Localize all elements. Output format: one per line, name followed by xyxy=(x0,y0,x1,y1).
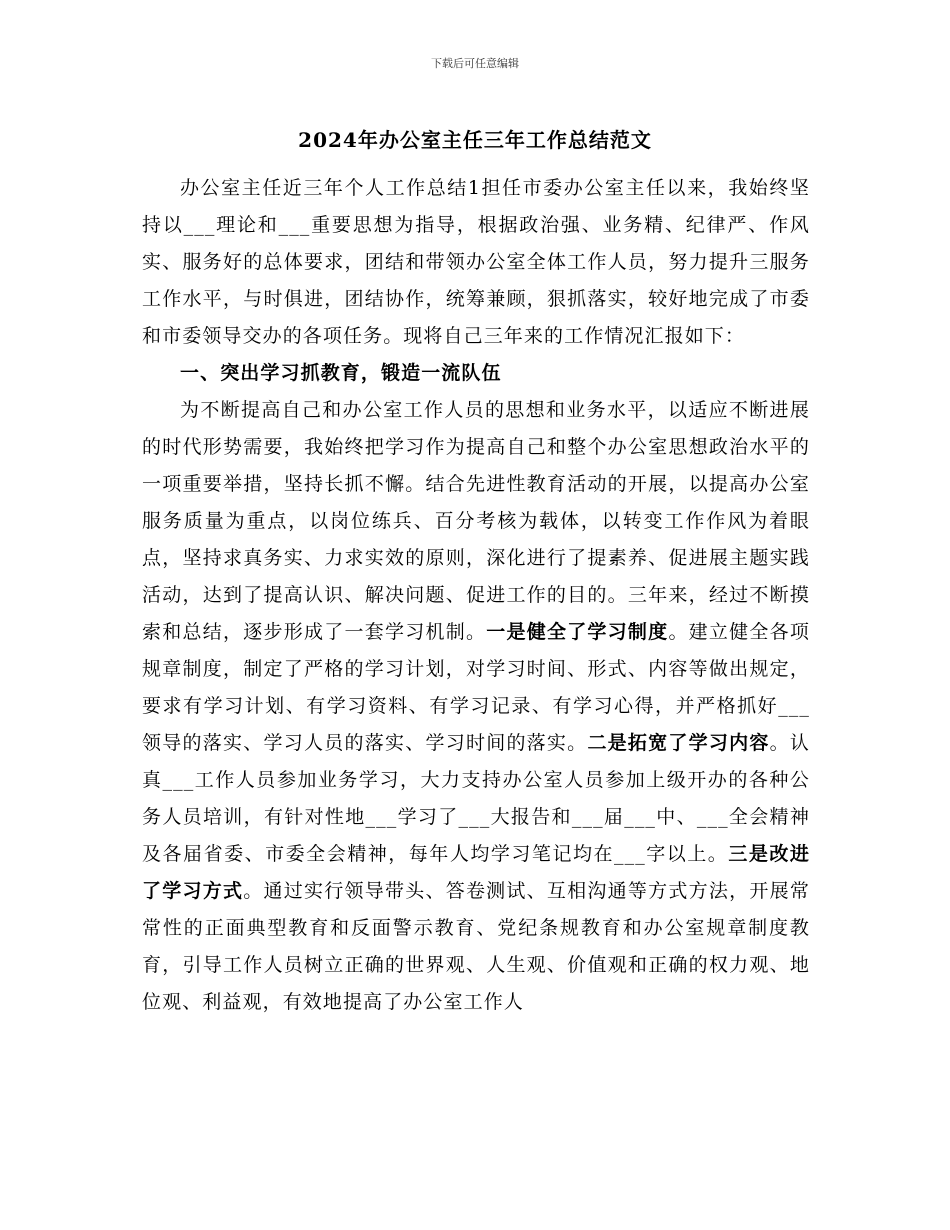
bold-text-run: 三是改进了学习方式 xyxy=(142,843,810,902)
intro-paragraph: 办公室主任近三年个人工作总结1担任市委办公室主任以来，我始终坚持以___理论和___重要思想为指导，根据政治强、业务精、纪律严、作风实、服务好的总体要求，团结和带领办公室全体工作人员，努力提升三服务工作水平，与时俱进，团结协作，统筹兼顾，狠抓落实，较好地完成了市委和市委领导交办的各项任务。现将自己三年来的工作情况汇报如下： xyxy=(142,177,810,347)
text-run: 。建立健全各项规章制度，制定了严格的学习计划，对学习时间、形式、内容等做出规定，要求有学习计划、有学习资料、有学习记录、有学习心得，并严格抓好___领导的落实、学习人员的落实、学习时间的落实。 xyxy=(142,621,811,754)
section-heading: 一、突出学习抓教育，锻造一流队伍 xyxy=(180,362,502,384)
text-run: 为不断提高自己和办公室工作人员的思想和业务水平，以适应不断进展的时代形势需要，我始终把学习作为提高自己和整个办公室思想政治水平的一项重要举措，坚持长抓不懈。结合先进性教育活动的开展，以提高办公室服务质量为重点，以岗位练兵、百分考核为载体，以转变工作作风为着眼点，坚持求真务实、力求实效的原则，深化进行了提素养、促进展主题实践活动，达到了提高认识、解决问题、促进工作的目的。三年来，经过不断摸索和总结，逐步形成了一套学习机制。 xyxy=(142,399,810,643)
bold-text-run: 二是拓宽了学习内容 xyxy=(587,732,770,754)
document-title: 2024年办公室主任三年工作总结范文 xyxy=(298,128,652,152)
body-paragraph xyxy=(142,392,810,1021)
text-run: 。通过实行领导带头、答卷测试、互相沟通等方式方法，开展常常性的正面典型教育和反面警示教育、党纪条规教育和办公室规章制度教育，引导工作人员树立正确的世界观、人生观、价值观和正确的权力观、地位观、利益观，有效地提高了办公室工作人 xyxy=(142,880,810,1013)
text-run: 。认真___工作人员参加业务学习，大力支持办公室人员参加上级开办的各种公务人员培训，有针对性地___学习了___大报告和___届___中、___全会精神及各届省委、市委全会精神，每年人均学习笔记均在___字以上。 xyxy=(142,732,811,865)
header-note: 下载后可任意编辑 xyxy=(431,57,519,70)
bold-text-run: 一是健全了学习制度 xyxy=(486,621,669,643)
document-body xyxy=(142,170,810,1021)
